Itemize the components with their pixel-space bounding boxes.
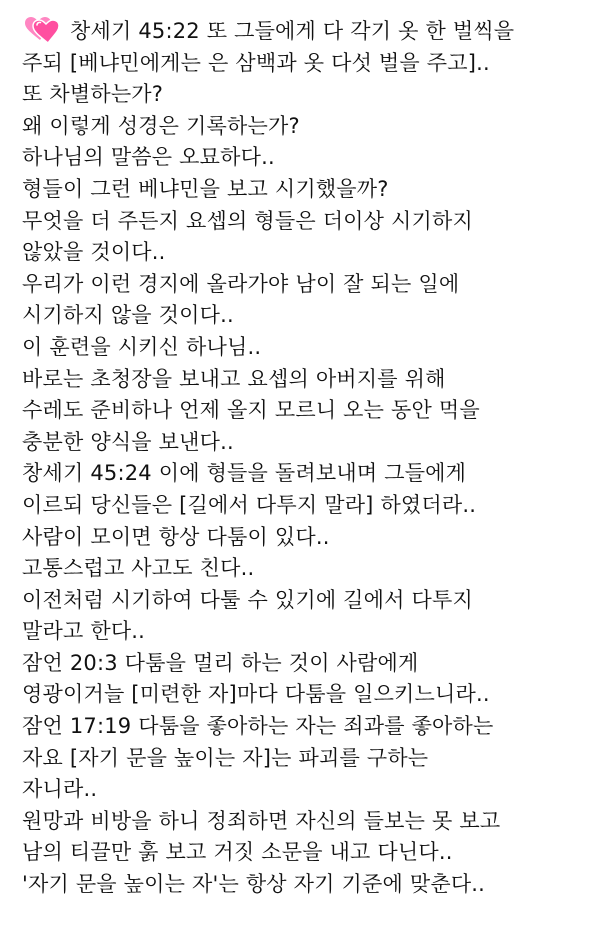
text-line-13: 수레도 준비하나 언제 올지 모르니 오는 동안 먹을 [22,398,480,423]
text-line-8: 않았을 것이다.. [22,240,166,265]
text-line-28: '자기 문을 높이는 자'는 항상 자기 기준에 맞춘다.. [22,872,486,897]
line-text: 창세기 45:22 또 그들에게 다 각기 옷 한 벌씩을 [70,19,515,43]
text-line-2: 주되 [베냐민에게는 은 삼백과 옷 다섯 벌을 주고].. [22,50,490,75]
text-line-22: 영광이거늘 [미련한 자]마다 다툼을 일으키느니라.. [22,682,490,707]
text-line-1 [22,16,586,48]
text-line-19: 이전처럼 시기하여 다툴 수 있기에 길에서 다투지 [22,587,473,612]
text-line-12: 바로는 초청장을 보내고 요셉의 아버지를 위해 [22,366,446,391]
text-line-21: 잠언 20:3 다툼을 멀리 하는 것이 사람에게 [22,650,419,675]
text-line-3: 또 차별하는가? [22,82,164,107]
text-line-27: 남의 티끌만 훍 보고 거짓 소문을 내고 다닌다.. [22,840,453,865]
text-line-14: 충분한 양식을 보낸다.. [22,429,234,454]
text-line-16: 이르되 당신들은 [길에서 다투지 말라] 하였더라.. [22,492,477,517]
text-line-25: 자니라.. [22,777,98,802]
text-line-5: 하나님의 말씀은 오묘하다.. [22,145,275,170]
text-line-10: 시기하지 않을 것이다.. [22,303,234,328]
text-line-18: 고통스럽고 사고도 친다.. [22,556,255,581]
text-line-23: 잠언 17:19 다툼을 좋아하는 자는 죄과를 좋아하는 [22,714,494,739]
text-line-26: 원망과 비방을 하니 정죄하면 자신의 들보는 못 보고 [22,808,501,833]
text-line-11: 이 훈련을 시키신 하나님.. [22,334,262,359]
text-line-24: 자요 [자기 문을 높이는 자]는 파괴를 구하는 [22,745,429,770]
two-pink-hearts-icon [22,16,66,44]
text-line-4: 왜 이렇게 성경은 기록하는가? [22,113,300,138]
text-line-17: 사람이 모이면 항상 다툼이 있다.. [22,524,330,549]
text-line-9: 우리가 이런 경지에 올라가야 남이 잘 되는 일에 [22,271,460,296]
text-line-20: 말라고 한다.. [22,619,146,644]
text-line-6: 형들이 그런 베냐민을 보고 시기했을까? [22,176,389,201]
text-line-7: 무엇을 더 주든지 요셉의 형들은 더이상 시기하지 [22,208,473,233]
text-line-15: 창세기 45:24 이에 형들을 돌려보내며 그들에게 [22,461,467,486]
